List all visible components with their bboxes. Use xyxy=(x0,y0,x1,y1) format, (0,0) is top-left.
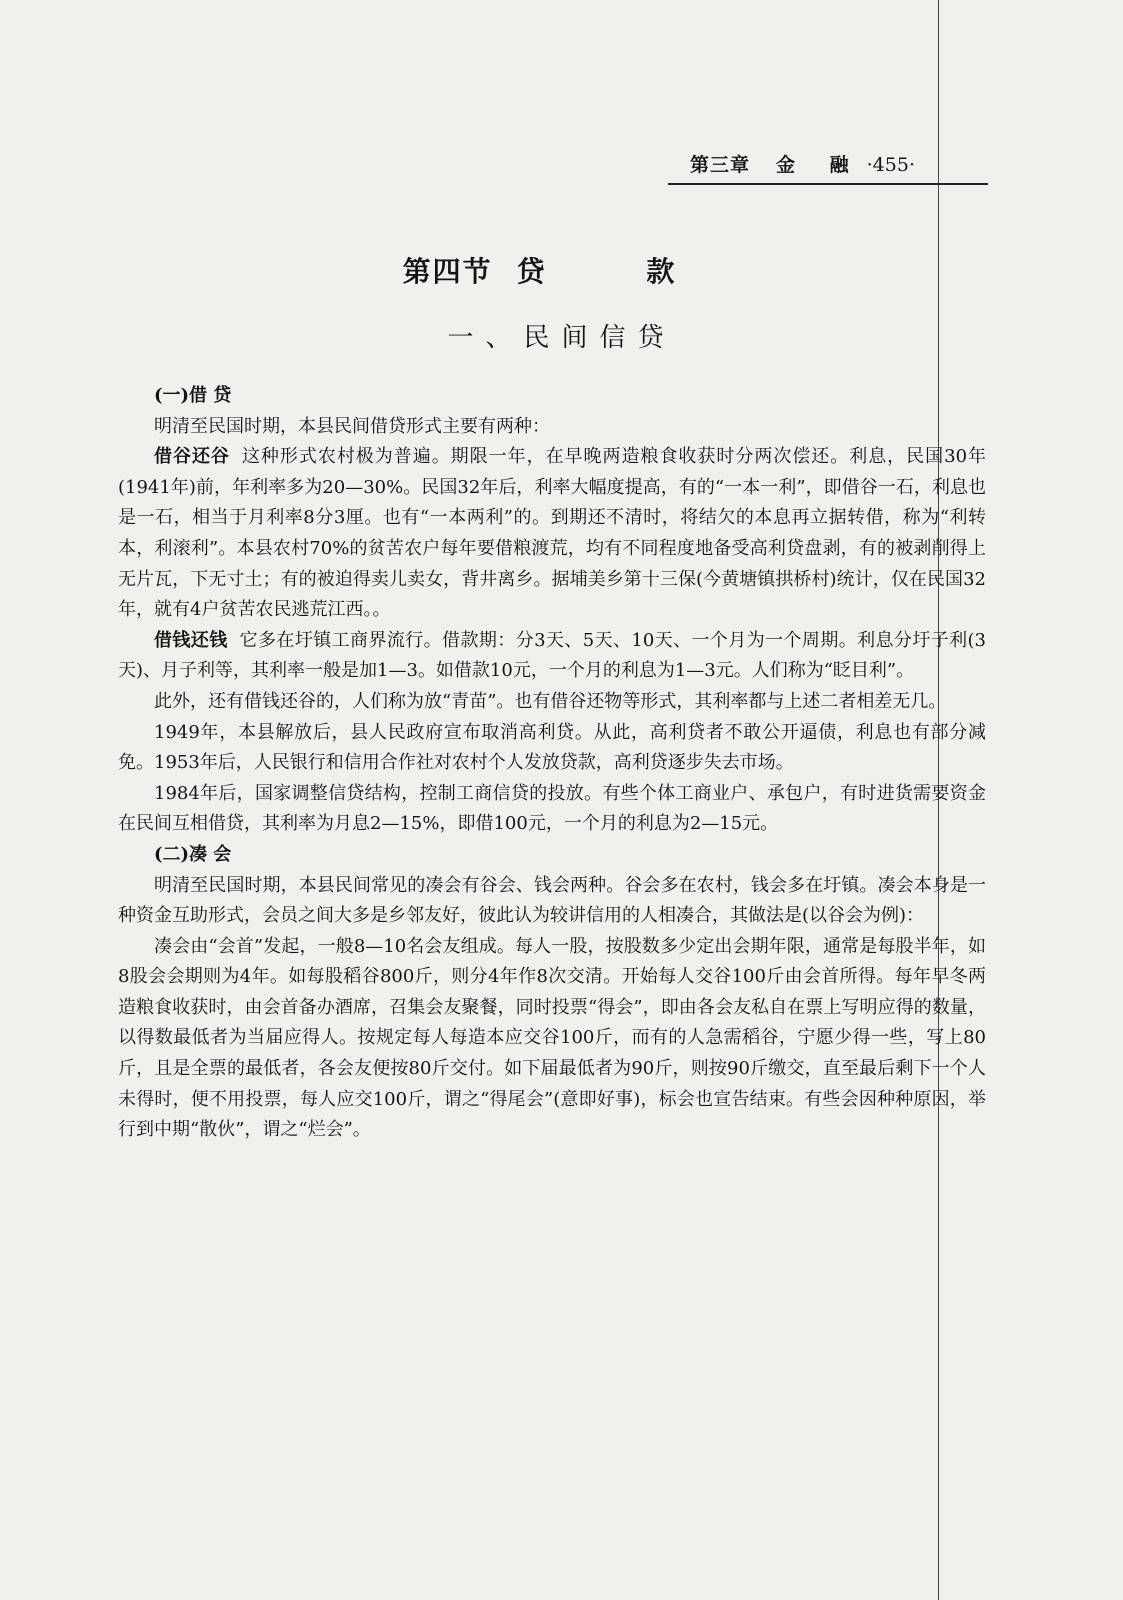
subsection-title: 一、民间信贷 xyxy=(447,323,676,353)
body-text xyxy=(118,381,986,1146)
paragraph-money xyxy=(118,626,986,687)
running-header xyxy=(690,150,990,177)
paragraph-grain xyxy=(118,442,986,626)
term-grain: 借谷还谷 xyxy=(154,446,230,468)
header-topic: 金 融 xyxy=(776,154,863,176)
section-number: 第四节 xyxy=(402,255,493,288)
part2-intro: 明清至民国时期，本县民间常见的凑会有谷会、钱会两种。谷会多在农村，钱会多在圩镇。凑会本身是一种资金互助形式，会员之间大多是乡邻友好，彼此认为较讲信用的人相凑合，其做法是(以谷会为例)： xyxy=(118,874,986,927)
paragraph-method: 凑会由“会首”发起，一般8—10名会友组成。每人一股，按股数多少定出会期年限，通常是每股半年，如8股会会期则为4年。如每股稻谷800斤，则分4年作8次交清。开始每人交谷100斤由会首所得。每年早冬两造粮食收获时，由会首备办酒席，召集会友聚餐，同时投票“得会”，即由各会友私自在票上写明应得的数量，以得数最低者为当届应得人。按规定每人每造本应交谷100斤，而有的人急需稻谷，宁愿少得一些，写上80斤，且是全票的最低者，各会友便按80斤交付。如下届最低者为90斤，则按90斤缴交，直至最后剩下一个人未得时，便不用投票，每人应交100斤，谓之“得尾会”(意即好事)，标会也宣告结束。有些会因种种原因，举行到中期“散伙”，谓之“烂会”。 xyxy=(118,935,986,1141)
text-money: 它多在圩镇工商界流行。借款期：分3天、5天、10天、一个月为一个周期。利息分圩子利(3天)、月子利等，其利率一般是加1—3。如借款10元，一个月的利息为1—3元。人们称为“眨目利”。 xyxy=(118,629,987,682)
section-title xyxy=(0,250,1123,290)
section-name: 贷 款 xyxy=(516,255,721,288)
paragraph-1984: 1984年后，国家调整信贷结构，控制工商信贷的投放。有些个体工商业户、承包户，有时进货需要资金在民间互相借贷，其利率为月息2—15%，即借100元，一个月的利息为2—15元。 xyxy=(118,782,986,835)
header-rule xyxy=(668,183,988,185)
part1-heading: (一)借 贷 xyxy=(154,385,232,406)
paragraph-other: 此外，还有借钱还谷的，人们称为放“青苗”。也有借谷还物等形式，其利率都与上述二者相差无几。 xyxy=(154,690,947,712)
text-grain: 这种形式农村极为普遍。期限一年，在早晚两造粮食收获时分两次偿还。利息，民国30年(1941年)前，年利率多为20—30%。民国32年后，利率大幅度提高，有的“一本一利”，即借谷一石，利息也是一石，相当于月利率8分3厘。也有“一本两利”的。到期还不清时，将结欠的本息再立据转借，称为“利转本，利滚利”。本县农村70%的贫苦农户每年要借粮渡荒，均有不同程度地备受高利贷盘剥，有的被剥削得上无片瓦，下无寸土；有的被迫得卖儿卖女，背井离乡。据埔美乡第十三保(今黄塘镇拱桥村)统计，仅在民国32年，就有4户贫苦农民逃荒江西。。 xyxy=(118,446,987,621)
header-chapter: 第三章 xyxy=(690,154,751,176)
page-number: ·455· xyxy=(866,154,915,176)
part1-intro: 明清至民国时期，本县民间借贷形式主要有两种： xyxy=(154,415,550,437)
term-money: 借钱还钱 xyxy=(154,629,228,651)
paragraph-1949: 1949年，本县解放后，县人民政府宣布取消高利贷。从此，高利贷者不敢公开逼债，利息也有部分减免。1953年后，人民银行和信用合作社对农村个人发放贷款，高利贷逐步失去市场。 xyxy=(118,721,986,774)
part2-heading: (二)凑 会 xyxy=(154,843,232,865)
